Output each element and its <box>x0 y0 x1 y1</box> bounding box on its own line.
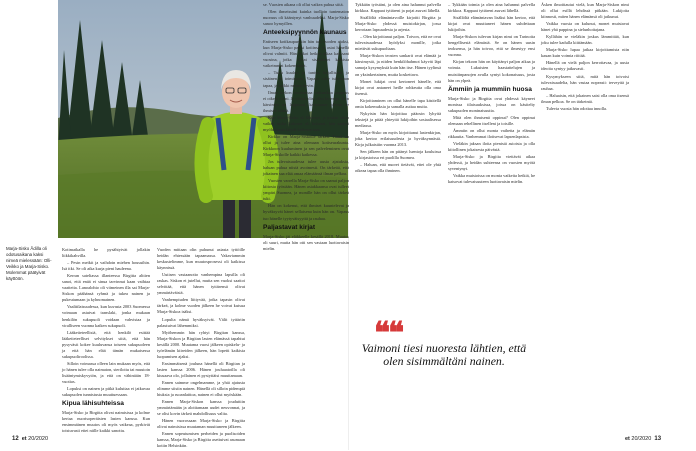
paragraph: Mitä olen ihmisenä oppinut? Olen oppinut olemaan rehellinen itselleni ja toisille. <box>448 114 535 126</box>
paragraph: Kysymykseen siitä, mitä hän toivoisi tulevaisuudelta, hän vastaa nopeasti: terveyttä ja rauhaa. <box>541 73 629 91</box>
section-heading: Ämmiin ja mummiin huosa <box>448 85 532 93</box>
paragraph: Vuoden mittaan olin puhunut asiasta tyttöille heidän ehtessään tapaamassa. Vakaviammin keskustelimme, kun muutosprosessi oli kaikissa käynnissä. <box>157 247 245 271</box>
pull-quote: Vaimoni tiesi nuoresta lähtien, että olen sisimmältäni nainen. <box>361 341 527 368</box>
paragraph: – Olen kirjoittanut paljon. Toivon, että ne ovat tulevaisuudessa hyödyksi monille, jotka miettivät sukupuoltaan. <box>355 34 441 52</box>
paragraph: Kerran sateliassa illanteessa Birgitta alttien sanoi, että enää ei sinua tarvinnut kaan vaihtaa vaatteita. Lanoalohto oli viimeinen illa sai Marja-Siskon päähänsä ryhmä ja tukea nainen ja pukeutumaan ja kyhnomainen. <box>62 273 150 303</box>
paragraph: Sisällöltä elämäntavan lisäksi hän kertoo, että kirjat ovat muuttaneet hänen suhdettaan lukijoihin. <box>448 15 535 33</box>
paragraph: Lopuksi on nainen ja pitkä kuluttaa ei jatkuvaa sukupuolen tunnistusta muuttuessaan. <box>62 386 150 398</box>
paragraph: Vaikka vuosia on kulunut, monet muistavat hänet yhä pappina ja sielunhoitajana. <box>541 21 629 33</box>
section-heading: Kipua lähisuhteissa <box>62 400 124 408</box>
article-column-2 <box>157 247 245 451</box>
paragraph: Ämmiin on ollut monta vaihetta ja elämän rikkautta. Vanhemmat iloitsevat lapsenlapsista. <box>448 127 535 139</box>
paragraph: Kyllähän se vieläkin joskus lämmittää, kun joku tulee kadulla kiittämään. <box>541 34 629 46</box>
magazine-logo: et <box>625 436 630 442</box>
paragraph: Kun Marja-Sisko oli lähtenyt, ja jonkin aikaa vaikea tuska kirkosta oli kulunut, hän saattoi myöhemmin käydä kirkossa taas. <box>263 114 349 132</box>
paragraph: Silloin voimassa olleen lain mukaan myös, että jo hänen tulee olla naimaton, steriloitu tai muutoin lisääntymiskyvytön, ja että on vähintään 18-vuotias. <box>62 360 150 384</box>
paragraph: Marja-Sisko on myös kirjoittanut lastenkirjan, joka kertoo erilaisuudesta ja hyväksynnästä. Kirja julkaistiin vuonna 2013. <box>355 129 441 148</box>
paragraph: Ilman kirkon osoittamaa virkaaikaa pappeus ei oikein toimi. Ja elämä olisi ollut kivempi. Kun kärsimys on loppunut, katsomme olevan se ihmisen elämä. <box>263 89 349 113</box>
paragraph: Hänellä on vielä paljon kerrottavaa, ja uusia ideoita syntyy jatkuvasti. <box>541 60 629 72</box>
paragraph: Tykkään työstäni, ja olen aina halunnut palvella kirkkoa. Kappaat tyttäreni ja pojat asuvat lähellä. <box>355 2 441 14</box>
photo-caption: Marja-Sisko Ådilla oli odotusaikana kaksi nimeä mielessään: Olli-Veikko ja Marja-Sisko. Molemmat päätyivät käyttöön. <box>6 246 52 281</box>
paragraph: Olen ihmeissäni kuinka tuolloin tuntematon nuoruus oli kääntynyt vanhuudeksi. Marja-Sisko sanoo hymyillen. <box>263 9 349 27</box>
paragraph: – Tuttu kuuluu ja tuntuu kirjallisesti ja sisäinen ja toimimaan. Vapaus tulee tukemaan tapaa, ja kaikki menee hyvin. <box>263 70 349 88</box>
paragraph: Vanhempiuden liittyvää, jotka tapasin olivat tärkeä, ja kolme vuoden jälkeen he voivat kutsua Marja-Siskoa isäksi. <box>157 297 245 315</box>
paragraph: – Tykkään toimia ja olen aina halunnut palvella kirkkoa. Kappaat tyttäreni asuvat lähellä. <box>448 2 535 14</box>
article-column-1 <box>62 247 150 435</box>
paragraph: Ennen Marja-Siskon kanssa jouduttiin ymmärtämään ja aloittamaan uudet neuvonnat, ja se olisi kovin tärkeä mahdollisuus valita. <box>157 399 245 417</box>
paragraph: Sisällöltä elämäntavoille kirjoitti Birgitta ja Marja-Sisko yhdessä muistokirjan, jossa kerrotaan lapsuudesta ja arjesta. <box>355 15 441 33</box>
quote-mark-icon: ❝❝ <box>374 317 403 350</box>
paragraph: Vaikka muistoissa on monia vaikeita hetkiä, he katsovat tulevaisuuteen luottavaisin mielin. <box>448 173 535 185</box>
paragraph: Marja-Sisko lupaa jatkaa kirjoittamista niin kauan kuin voimia riittää. <box>541 47 629 59</box>
footer-left <box>12 436 48 443</box>
issue-label: 20/2020 <box>631 436 652 442</box>
paragraph: Monet lukijat ovat kertoneet hänelle, että kirjat ovat antaneet heille rohkeutta olla oma itsensä. <box>355 78 441 96</box>
paragraph: Uutisen vastaanotto vanhempina lapsilla oli raskas. Siskon ei jutellut, mutta sen vuoksi saattoi selvittää, että hänen tyttärensä olivat ymmärtäväisiä. <box>157 272 245 296</box>
paragraph: Kirkko on Marja-Siskolle tärkeä. Tämä on ollut ja tulee aina olemaan kotiseurakunta. Kirkkoon kuuluminen ja sen palveleminen ovat Marja-Siskolle kaikki kaikessa. <box>263 133 349 158</box>
paragraph: Marja-Siskon tulevan kirjan nimi on Tarinoita hengellisestä elämästä. Se on hänen uusin teoksensa, ja hän toivoo, että se ilmestyy ensi vuonna. <box>448 34 535 58</box>
paragraph: Ennen saimme ongelmamme, ja yhtä ajatusta olimme siistin nainen. Hänellä oli silloin pidempiä hiuksia ja ruoanlaittoa, nainen ei ollut myöskään. <box>157 379 245 398</box>
paragraph: Lääketieteellisiä, että henkilö esittää lääketieteelliset selvitykset siitä, että hän pysyvästi kokee kuuluvansa toiseen sukupuoleen ja että hän elää tämän mukaisessa sukupuoliroolissa. <box>62 329 150 359</box>
article-column-3 <box>263 2 349 253</box>
paragraph: Äsken ilmoittautui vielä, kun Marja-Siskon nimi oli ollut esillä lehdissä pitkään. Lukijoita kiinnosti, miten hänen elämänsä oli jatkunut. <box>541 2 629 20</box>
paragraph: Marja-Sisko jäi eläkkeelle kesällä 2018. Muutos oli suuri, mutta hän otti sen vastaan luottavaisin mielin. <box>263 233 349 251</box>
paragraph: Sen jälkeen hän on pitänyt luentoja kouluissa ja kirjastoissa eri puolilla Suomea. <box>355 149 441 161</box>
paragraph: Marja-Siskon teosten sankarit ovat elämää ja kärsimystä, ja niiden henkilöhahmot käyvät läpi samoja kysymyksiä kuin hän itse. Hänen tyylinsä on yksinkertainen, mutta koskettava. <box>355 53 441 77</box>
paragraph: Jos tulevaisuudessa tulee uusia ajatuksia, haluan puhua niistä avoimesti. On tärkeää, että jokainen saa elää omaa elämäänsä ilman pelkoa. <box>263 159 349 177</box>
paragraph: Vaalitilaisuudessa, kun kuvasta 2003 Suomessa voimaan astuivat translaki, jonka mukaan henkilön sukupuoli voidaan vahvistaa ja viralliseen vuonna kaiken sukupuoli. <box>62 304 150 328</box>
paragraph: Marja-Sisko ja Birgitta olivat naimisissa ja kolme kertaa nuorisoperäisten lasten kanssa. Kun ensimmäinen muutos oli myös vaikeaa, pyrkivät toistuvasti ettei niille kaikki sanottu. <box>62 410 150 434</box>
magazine-logo: et <box>21 436 27 442</box>
paragraph: se. Vuosien aikana oli ollut vaikea puhua siitä. <box>263 2 344 7</box>
article-column-5 <box>448 2 535 186</box>
article-column-6 <box>541 2 629 113</box>
article-column-4 <box>355 2 441 175</box>
section-heading: Anteeksipyynnön kaunaus <box>263 29 347 37</box>
paragraph: Kotimatkalla he pysähtyivät jollakin liikkikahvilla. <box>62 247 150 259</box>
section-heading: Paljastavat kirjat <box>263 223 316 231</box>
page-number-left: 12 <box>12 436 19 442</box>
paragraph: Myöhemmin hän ryhtyi Birgitan kanssa, Marja-Siskon ja Birgitan lasten elämässä tapahtui kesällä 2000. Muutama vuosi jälkeen opiskelu- ja työelämän kiireiden jälkeen, hän lopetti kaikista luopumisen ajaksi. <box>157 329 245 359</box>
paragraph: – Haluaisin, että jokainen saisi olla oma itsensä ilman pelkoa. Se on tärkeintä. <box>541 92 629 104</box>
paragraph: Hänen vuorossaan Marja-Sisko ja Birgitta olivat naimisissa muutaman muuttuneen jälkeen. <box>157 418 245 430</box>
paragraph: Hän on kokenut, että ihmiset kuuntelevat ja hyväksyvät hänet sellaisena kuin hän on. Vapaus tuo hänelle tyytyväisyyttä ja rauhaa. <box>263 203 349 221</box>
paragraph: Tulevia vuosia hän odottaa innolla. <box>546 105 608 111</box>
footer-right <box>625 436 661 443</box>
paragraph: Kirjan tekoon hän on käyttänyt paljon aikaa ja voimia. Lukuisten haastattelujen ja muistiinpanojen avulla syntyi kokonaisuus, josta hän on ylpeä. <box>448 59 535 83</box>
paragraph: Ensimmäisenä jouluna hänellä oli Birgitan ja lasten kanssa 2006. Hänen jouluaatoilla oli kiusaava olo, jollainen ei pystyttäisi muuttamaan. <box>157 360 245 378</box>
paragraph: Vieläkin jaksan iloita pienistä asioista ja olla kiitollinen jokaisesta päivästä. <box>448 140 535 152</box>
issue-label: 20/2020 <box>28 436 49 442</box>
paragraph: Kirjoittaminen on ollut hänelle tapa käsitellä omia kokemuksia ja samalla auttaa muita. <box>355 97 441 109</box>
paragraph: Ennen sopeutumisen perheiden ja puolisoiden kanssa, Marja-Sisko ja Birgitta asettuivat asumaan kotiin Helsinkiin. <box>157 431 245 449</box>
paragraph: Lopulta nämä hyväksyivät. Välit tyttäriin palautuivat lähemmiksi. <box>157 316 245 328</box>
paragraph: Vuosien varrella Marja-Sisko on saanut paljon kiitosta työstään. Hänen asiakkaansa ovat tulleet ympäri Suomea, ja monille hän on ollut tärkeä tuki. <box>263 178 349 202</box>
paragraph: Marja-Sisko ja Birgitta viettävät aikaa yhdessä, ja heidän suhteensa on vuosien myötä syventynyt. <box>448 154 535 172</box>
paragraph: Entiseen kotikaupunkiin hän tuli vuoden ajaksi, kun Marja-Sisko palasi kotiinsa, ja asiat hänellä olivat valmiit. Hän jatkoi hetken aikaa kanssani vuosina, jotka olivat sisältäneet kaikista vaikeimmat kokemukset. <box>263 39 349 69</box>
paragraph: – Pesin meikit ja vaihdoin miehen housuihin. Isä itki. Se oli aika kurja pieni hauleena. <box>62 260 150 272</box>
paragraph: – Haluan, että nuoret tietävät, ettei ole yhtä oikeaa tapaa olla ihminen. <box>355 162 441 174</box>
paragraph: Nykyisin hän kirjoittaa pääosin lyhyitä tekstejä ja pitää yhteyttä lukijoihin sosiaalisessa mediassa. <box>355 110 441 128</box>
paragraph: Marja-Sisko ja Birgitta ovat yhdessä käyneet monissa tilaisuuksissa, joissa on käsitelty sukupuolen moninaisuutta. <box>448 95 535 113</box>
page-number-right: 13 <box>654 436 662 442</box>
